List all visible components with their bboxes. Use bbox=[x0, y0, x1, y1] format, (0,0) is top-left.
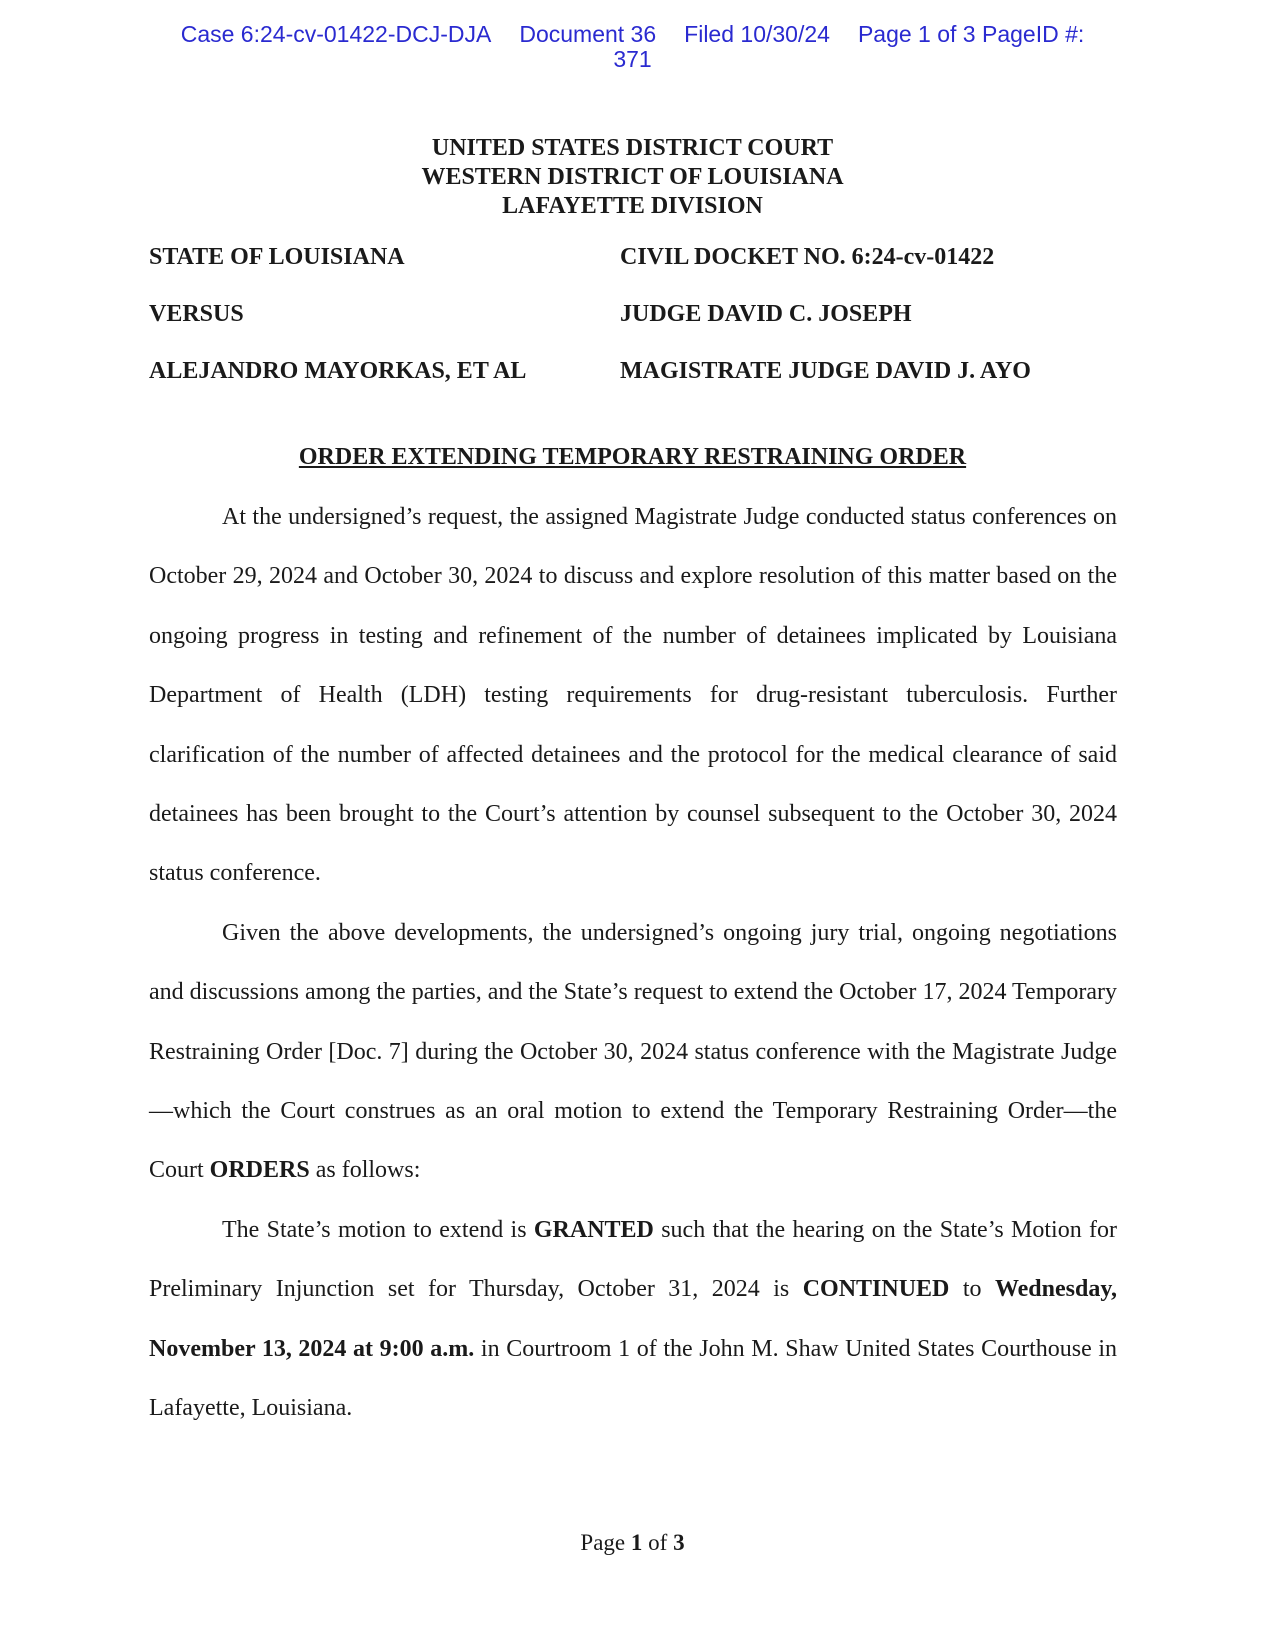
paragraph-3-tail: in Courtroom 1 of the John M. Shaw United States Courthouse in Lafayette, Louisiana. bbox=[149, 1335, 1118, 1422]
continued-keyword: CONTINUED bbox=[802, 1276, 950, 1303]
court-district: WESTERN DISTRICT OF LOUISIANA bbox=[421, 164, 844, 190]
footer-current-page: 1 bbox=[630, 1530, 643, 1555]
footer-page-label: Page bbox=[580, 1530, 631, 1555]
paragraph-2-tail: as follows: bbox=[309, 1157, 421, 1184]
order-title: ORDER EXTENDING TEMPORARY RESTRAINING ORDER bbox=[298, 444, 967, 470]
court-division: LAFAYETTE DIVISION bbox=[502, 193, 763, 219]
caption-docket-number: CIVIL DOCKET NO. 6:24-cv-01422 bbox=[620, 244, 995, 270]
paragraph-2 bbox=[149, 904, 1117, 1201]
ecf-page-info: Page 1 of 3 PageID #: bbox=[857, 21, 1085, 47]
paragraph-3 bbox=[149, 1201, 1117, 1439]
orders-keyword: ORDERS bbox=[209, 1157, 310, 1184]
ecf-page-id: 371 bbox=[613, 46, 652, 72]
hearing-date: Wednesday, November 13, 2024 at 9:00 a.m. bbox=[149, 1276, 1118, 1362]
court-heading bbox=[0, 134, 1265, 221]
caption-plaintiff: STATE OF LOUISIANA bbox=[149, 244, 405, 270]
paragraph-3-to: to bbox=[949, 1276, 995, 1303]
paragraph-3-middle: such that the hearing on the State’s Motion for Preliminary Injunction set for Thursday, October 31, 2024 is bbox=[149, 1216, 1117, 1303]
footer-total-pages: 3 bbox=[673, 1530, 685, 1555]
footer-of-label: of bbox=[642, 1530, 674, 1555]
ecf-case-number: Case 6:24-cv-01422-DCJ-DJA bbox=[180, 21, 492, 47]
caption-magistrate-judge: MAGISTRATE JUDGE DAVID J. AYO bbox=[620, 358, 1031, 384]
ecf-document-number: Document 36 bbox=[519, 21, 657, 47]
caption-defendant: ALEJANDRO MAYORKAS, ET AL bbox=[149, 358, 527, 384]
paragraph-1: At the undersigned’s request, the assigned Magistrate Judge conducted status conferences on October 29, 2024 and October 30, 2024 to discuss and explore resolution of this matter based on the ongoing progress in testing and refinement of the number of detainees implicated by Louisiana Department of Health (LDH) testing requirements for drug-resistant tuberculosis. Further clarification of the number of affected detainees and the protocol for the medical clearance of said detainees has been brought to the Court’s attention by counsel subsequent to the October 30, 2024 status conference. bbox=[149, 504, 1117, 887]
caption-versus: VERSUS bbox=[149, 301, 244, 327]
court-name: UNITED STATES DISTRICT COURT bbox=[431, 135, 834, 161]
ecf-filed-date: Filed 10/30/24 bbox=[684, 21, 830, 47]
page-footer bbox=[0, 1530, 1265, 1556]
ecf-header bbox=[0, 22, 1265, 72]
paragraph-3-text: The State’s motion to extend is bbox=[222, 1216, 534, 1243]
granted-keyword: GRANTED bbox=[533, 1216, 654, 1243]
paragraph-2-text: Given the above developments, the undersigned’s ongoing jury trial, ongoing negotiations and discussions among the parties, and the State’s request to extend the October 17, 2024 Temporary Restraining Order [Doc. 7] during the October 30, 2024 status conference with the Magistrate Judge—which the Court construes as an oral motion to extend the Temporary Restraining Order—the Court bbox=[149, 919, 1117, 1184]
order-body bbox=[149, 488, 1117, 1439]
caption-judge: JUDGE DAVID C. JOSEPH bbox=[620, 301, 912, 327]
